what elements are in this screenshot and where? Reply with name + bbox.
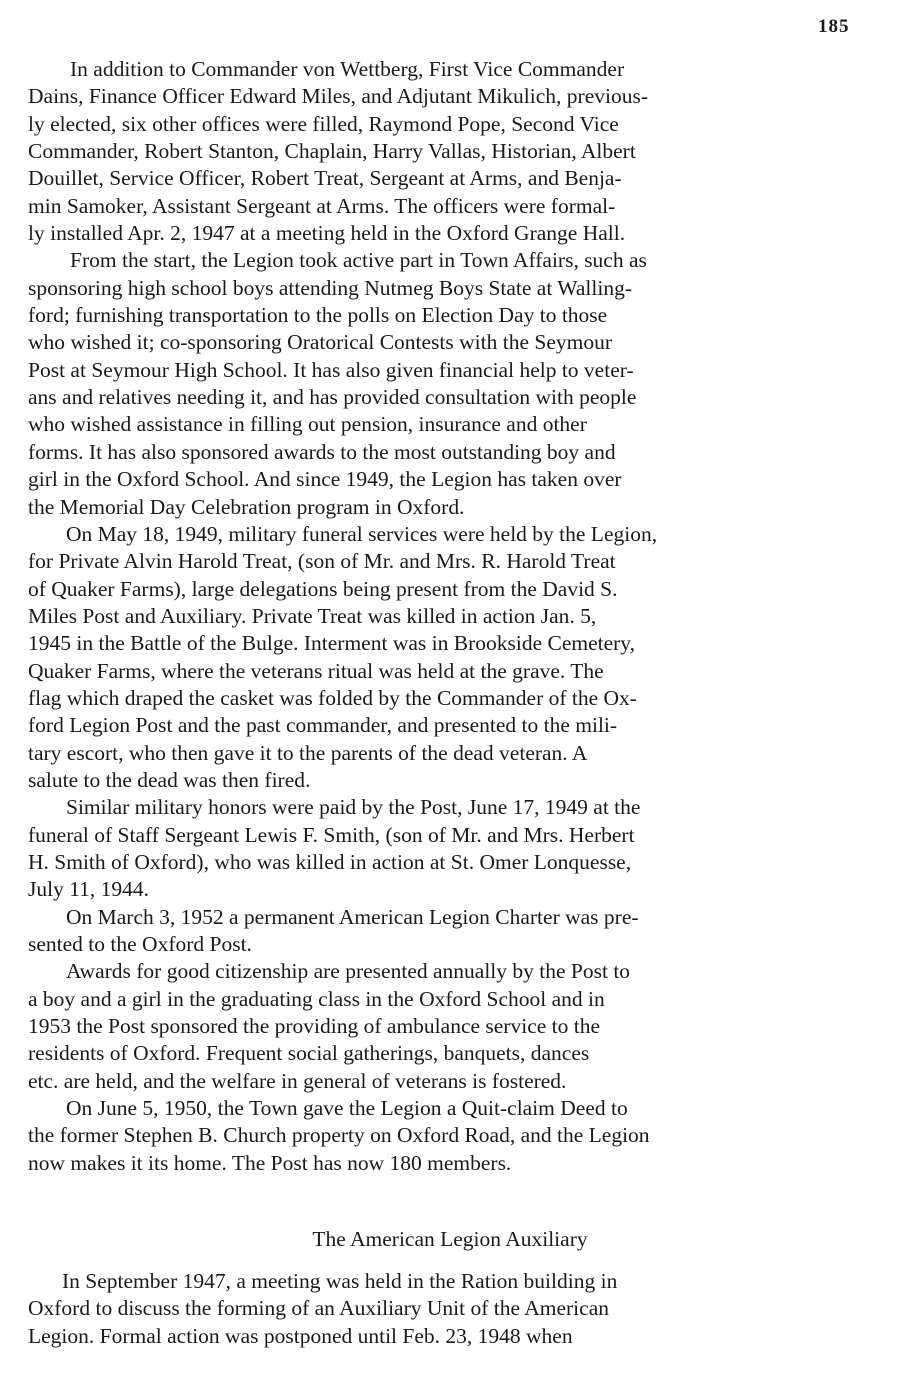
text-line: H. Smith of Oxford), who was killed in action at St. Omer Lonquesse, <box>28 849 632 874</box>
text-line: girl in the Oxford School. And since 1949, the Legion has taken over <box>28 467 622 492</box>
text-line: sented to the Oxford Post. <box>28 932 252 956</box>
text-line: residents of Oxford. Frequent social gatherings, banquets, dances <box>28 1041 590 1066</box>
text-line: 1945 in the Battle of the Bulge. Interment was in Brookside Cemetery, <box>28 631 636 656</box>
text-line: On March 3, 1952 a permanent American Legion Charter was pre- <box>66 904 639 929</box>
text-line: Legion. Formal action was postponed until Feb. 23, 1948 when <box>28 1323 573 1348</box>
text-line: ly installed Apr. 2, 1947 at a meeting held in the Oxford Grange Hall. <box>28 221 626 246</box>
text-line: now makes it its home. The Post has now 180 members. <box>28 1150 512 1175</box>
text-line: In September 1947, a meeting was held in the Ration building in <box>62 1269 618 1293</box>
text-line: Miles Post and Auxiliary. Private Treat was killed in action Jan. 5, <box>28 603 597 628</box>
text-line: sponsoring high school boys attending Nutmeg Boys State at Walling- <box>28 275 633 300</box>
text-line: ford Legion Post and the past commander, and presented to the mili- <box>28 713 618 738</box>
text-line: Post at Seymour High School. It has also given financial help to veter- <box>28 357 634 382</box>
text-line: Similar military honors were paid by the Post, June 17, 1949 at the <box>66 795 641 820</box>
text-line: a boy and a girl in the graduating class in the Oxford School and in <box>28 986 605 1011</box>
text-line: Quaker Farms, where the veterans ritual was held at the grave. The <box>28 658 604 683</box>
text-line: From the start, the Legion took active part in Town Affairs, such as <box>70 248 647 273</box>
text-line: forms. It has also sponsored awards to the most outstanding boy and <box>28 439 616 464</box>
text-line: Dains, Finance Officer Edward Miles, and Adjutant Mikulich, previous- <box>28 84 648 109</box>
text-line: tary escort, who then gave it to the parents of the dead veteran. A <box>28 740 588 765</box>
text-line: of Quaker Farms), large delegations being present from the David S. <box>28 576 618 601</box>
text-line: ly elected, six other offices were filled, Raymond Pope, Second Vice <box>28 111 619 136</box>
text-line: Awards for good citizenship are presented annually by the Post to <box>66 959 631 984</box>
text-line: 1953 the Post sponsored the providing of ambulance service to the <box>28 1014 601 1039</box>
text-line: Douillet, Service Officer, Robert Treat, Sergeant at Arms, and Benja- <box>28 166 622 191</box>
text-line: who wished it; co-sponsoring Oratorical Contests with the Seymour <box>28 330 613 355</box>
section-heading: The American Legion Auxiliary <box>312 1227 588 1251</box>
text-line: ans and relatives needing it, and has provided consultation with people <box>28 385 637 410</box>
page-number: 185 <box>818 16 850 37</box>
text-line: etc. are held, and the welfare in general of veterans is fostered. <box>28 1068 567 1093</box>
text-line: In addition to Commander von Wettberg, First Vice Commander <box>70 57 625 81</box>
text-line: On June 5, 1950, the Town gave the Legion a Quit-claim Deed to <box>66 1096 628 1121</box>
text-line: the former Stephen B. Church property on Oxford Road, and the Legion <box>28 1123 650 1148</box>
legion-body-text <box>28 56 878 1177</box>
text-line: flag which draped the casket was folded by the Commander of the Ox- <box>28 685 637 710</box>
text-line: Commander, Robert Stanton, Chaplain, Harry Vallas, Historian, Albert <box>28 139 636 164</box>
text-line: the Memorial Day Celebration program in Oxford. <box>28 494 465 519</box>
text-line: funeral of Staff Sergeant Lewis F. Smith, (son of Mr. and Mrs. Herbert <box>28 822 635 847</box>
text-line: ford; furnishing transportation to the polls on Election Day to those <box>28 303 608 328</box>
text-line: for Private Alvin Harold Treat, (son of Mr. and Mrs. R. Harold Treat <box>28 549 616 574</box>
text-line: min Samoker, Assistant Sergeant at Arms. The officers were formal- <box>28 193 616 218</box>
text-line: Oxford to discuss the forming of an Auxiliary Unit of the American <box>28 1296 609 1321</box>
auxiliary-body-text <box>28 1268 878 1350</box>
text-line: July 11, 1944. <box>28 877 150 902</box>
text-line: On May 18, 1949, military funeral services were held by the Legion, <box>66 521 658 546</box>
text-line: salute to the dead was then fired. <box>28 767 311 792</box>
text-line: who wished assistance in filling out pension, insurance and other <box>28 412 587 437</box>
